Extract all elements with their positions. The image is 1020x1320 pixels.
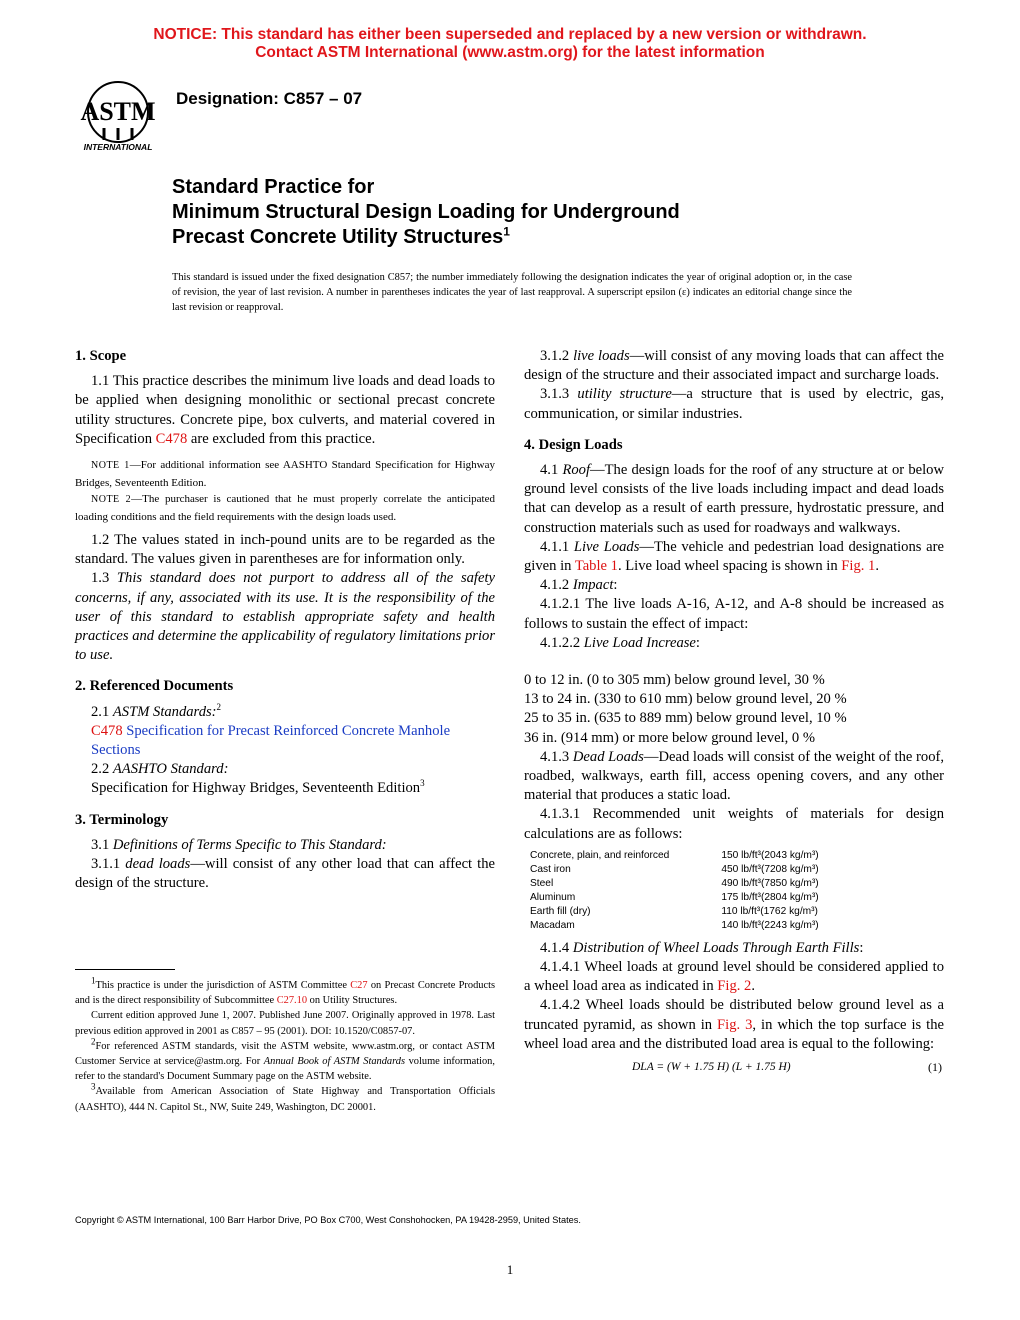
list-item: 0 to 12 in. (0 to 305 mm) below ground level, 30 % bbox=[524, 672, 825, 689]
footnote-3: $^3$Available from American Association of State Highway and Transportation Officials (AASHTO), 444 N. Capitol St., NW, Suite 249, Washington, DC 20001. bbox=[75, 1081, 495, 1113]
footnote-1: $^1$This practice is under the jurisdiction of ASTM Committee C27 on Precast Concrete Products and is the direct responsibility of Subcommittee C27.10 on Utility Structures. bbox=[75, 975, 495, 1007]
notice-line-2: Contact ASTM International (www.astm.org) for the latest information bbox=[255, 44, 765, 61]
footnote-1-edition: Current edition approved June 1, 2007. Published June 2007. Originally approved in 1978. Last previous edition approved in 2001 as C857 – 95 (2001). DOI: 10.1520/C0857-07. bbox=[75, 1010, 495, 1037]
notice-line-1: NOTICE: This standard has either been superseded and replaced by a new version or withdrawn. bbox=[153, 26, 867, 43]
equation-text: DLA = (W + 1.75 H) (L + 1.75 H) bbox=[632, 1061, 791, 1074]
title-footnote-ref: 1 bbox=[503, 224, 510, 239]
fig-3-link[interactable]: Fig. 3 bbox=[717, 1016, 753, 1033]
list-item: 13 to 24 in. (330 to 610 mm) below ground level, 20 % bbox=[524, 691, 847, 708]
table-row: Earth fill (dry) 110 lb/ft³(1762 kg/m³) bbox=[530, 905, 818, 917]
footnote-2: $^2$For referenced ASTM standards, visit the ASTM website, www.astm.org, or contact ASTM Customer Service at service@astm.org. For Annual Book of ASTM Standards volume information, refer to the standard's Document Summary page on the ASTM website. bbox=[75, 1036, 495, 1083]
astm-logo bbox=[76, 78, 160, 152]
paragraph-1-3: 1.3 This standard does not purport to address all of the safety concerns, if any, associated with its use. It is the responsibility of the user of this standard to establish appropriate safety and health practices and determine the applicability of regulatory limitations prior to use. bbox=[75, 570, 495, 664]
logo-subtext: INTERNATIONAL bbox=[83, 142, 153, 152]
fig-1-link[interactable]: Fig. 1 bbox=[841, 558, 876, 575]
paragraph-1-2: 1.2 The values stated in inch-pound units are to be regarded as the standard. The values given in parentheses are for information only. bbox=[75, 532, 495, 568]
note-1: NOTE 1—For additional information see AASHTO Standard Specification for Highway Bridges, Seventeenth Edition. bbox=[75, 459, 495, 489]
paragraph-3-1-2: 3.1.2 live loads—will consist of any moving loads that can affect the design of the structure and their associated impact and surcharge loads. bbox=[524, 348, 944, 384]
paragraph-4-1-3-1: 4.1.3.1 Recommended unit weights of materials for design calculations are as follows: bbox=[524, 806, 944, 842]
title-line-1: Standard Practice for bbox=[172, 176, 375, 198]
left-column bbox=[75, 347, 495, 893]
equation-1 bbox=[524, 1058, 944, 1078]
list-item: 36 in. (914 mm) or more below ground level, 0 % bbox=[524, 729, 816, 746]
table-row: Aluminum 175 lb/ft³(2804 kg/m³) bbox=[530, 891, 819, 903]
title-line-3: Precast Concrete Utility Structures$^1$ bbox=[172, 224, 510, 248]
section-heading-referenced: 2. Referenced Documents bbox=[75, 678, 234, 695]
c27-link[interactable]: C27 bbox=[350, 980, 368, 991]
title-line-2: Minimum Structural Design Loading for Underground bbox=[172, 201, 680, 223]
paragraph-3-1: 3.1 Definitions of Terms Specific to This Standard: bbox=[91, 836, 387, 853]
paragraph-4-1-4-1: 4.1.4.1 Wheel loads at ground level should be considered applied to a wheel load area as indicated in Fig. 2. bbox=[524, 959, 944, 995]
c478-link[interactable]: C478 bbox=[155, 430, 188, 447]
note-2: NOTE 2—The purchaser is cautioned that he must properly correlate the anticipated loading conditions and the field requirements with the design loads used. bbox=[75, 493, 495, 523]
table-row: Steel 490 lb/ft³(7850 kg/m³) bbox=[530, 877, 819, 889]
right-column bbox=[524, 347, 944, 1078]
designation: Designation: C857 – 07 bbox=[176, 89, 363, 108]
fig-2-link[interactable]: Fig. 2 bbox=[717, 978, 752, 995]
paragraph-2-2: 2.2 AASHTO Standard: bbox=[91, 761, 229, 778]
table-1-link[interactable]: Table 1 bbox=[574, 558, 618, 575]
paragraph-4-1-3: 4.1.3 Dead Loads—Dead loads will consist of the weight of the roof, roadbed, walkways, earth fill, access opening covers, and any other material that produces a static load. bbox=[524, 748, 945, 804]
equation-number: (1) bbox=[928, 1060, 942, 1075]
table-row: Concrete, plain, and reinforced 150 lb/ft³(2043 kg/m³) bbox=[530, 849, 819, 861]
document-title bbox=[172, 175, 872, 250]
issuance-statement: This standard is issued under the fixed designation C857; the number immediately following the designation indicates the year of original adoption or, in the case of revision, the year of last revision. A number in parentheses indicates the year of last reapproval. A superscript epsilon (ε) indicates an editorial change since the last revision or reapproval. bbox=[172, 272, 852, 314]
paragraph-2-1: 2.1 ASTM Standards:$^2$ bbox=[91, 701, 222, 720]
list-item: 25 to 35 in. (635 to 889 mm) below ground level, 10 % bbox=[524, 710, 847, 727]
paragraph-4-1-4: 4.1.4 Distribution of Wheel Loads Through Earth Fills: bbox=[540, 939, 864, 956]
table-row: Cast iron 450 lb/ft³(7208 kg/m³) bbox=[530, 863, 819, 875]
impact-increase-list bbox=[524, 671, 944, 748]
paragraph-4-1-2-1: 4.1.2.1 The live loads A-16, A-12, and A-8 should be increased as follows to sustain the effect of impact: bbox=[524, 596, 944, 632]
paragraph-1-1: 1.1 This practice describes the minimum live loads and dead loads to be applied when designing monolithic or sectional precast concrete utility structures. Concrete pipe, box culverts, and material covered in Specification C478 are excluded from this practice. bbox=[75, 373, 495, 447]
paragraph-4-1-2-2: 4.1.2.2 Live Load Increase: bbox=[540, 634, 700, 651]
paragraph-4-1-1: 4.1.1 Live Loads—The vehicle and pedestrian load designations are given in Table 1. Live load wheel spacing is shown in Fig. 1. bbox=[524, 538, 944, 575]
page-number: 1 bbox=[506, 1262, 514, 1277]
paragraph-4-1-2: 4.1.2 Impact: bbox=[540, 577, 618, 594]
reference-aashto: Specification for Highway Bridges, Seventeenth Edition$^3$ bbox=[91, 778, 425, 797]
footnotes bbox=[75, 975, 495, 1115]
copyright-line: Copyright © ASTM International, 100 Barr Harbor Drive, PO Box C700, West Conshohocken, PA 19428-2959, United States. bbox=[75, 1215, 581, 1225]
section-heading-terminology: 3. Terminology bbox=[75, 811, 169, 828]
paragraph-3-1-1: 3.1.1 dead loads—will consist of any other load that can affect the design of the structure. bbox=[75, 856, 495, 892]
logo-text: ASTM bbox=[80, 97, 156, 126]
paragraph-3-1-3: 3.1.3 utility structure—a structure that is used by electric, gas, communication, or similar industries. bbox=[524, 386, 944, 422]
supersession-notice bbox=[0, 26, 1020, 62]
section-heading-design-loads: 4. Design Loads bbox=[524, 436, 623, 453]
c27-10-link[interactable]: C27.10 bbox=[276, 995, 308, 1007]
reference-c478[interactable]: C478 Specification for Precast Reinforced Concrete Manhole Sections bbox=[91, 722, 451, 759]
table-row: Macadam 140 lb/ft³(2243 kg/m³) bbox=[530, 919, 819, 931]
footnote-divider bbox=[75, 969, 175, 970]
paragraph-4-1: 4.1 Roof—The design loads for the roof of any structure at or below ground level consists of the live loads including impact and dead loads that can develop as a result of earth pressure, hydrostatic pressure, and construction materials such as used for roadways and walkways. bbox=[524, 462, 945, 536]
unit-weights-table bbox=[530, 849, 819, 933]
paragraph-4-1-4-2: 4.1.4.2 Wheel loads should be distributed below ground level as a truncated pyramid, as shown in Fig. 3, in which the top surface is the wheel load area and the distributed load area is equal to the following: bbox=[524, 997, 945, 1052]
section-heading-scope: 1. Scope bbox=[75, 348, 127, 364]
